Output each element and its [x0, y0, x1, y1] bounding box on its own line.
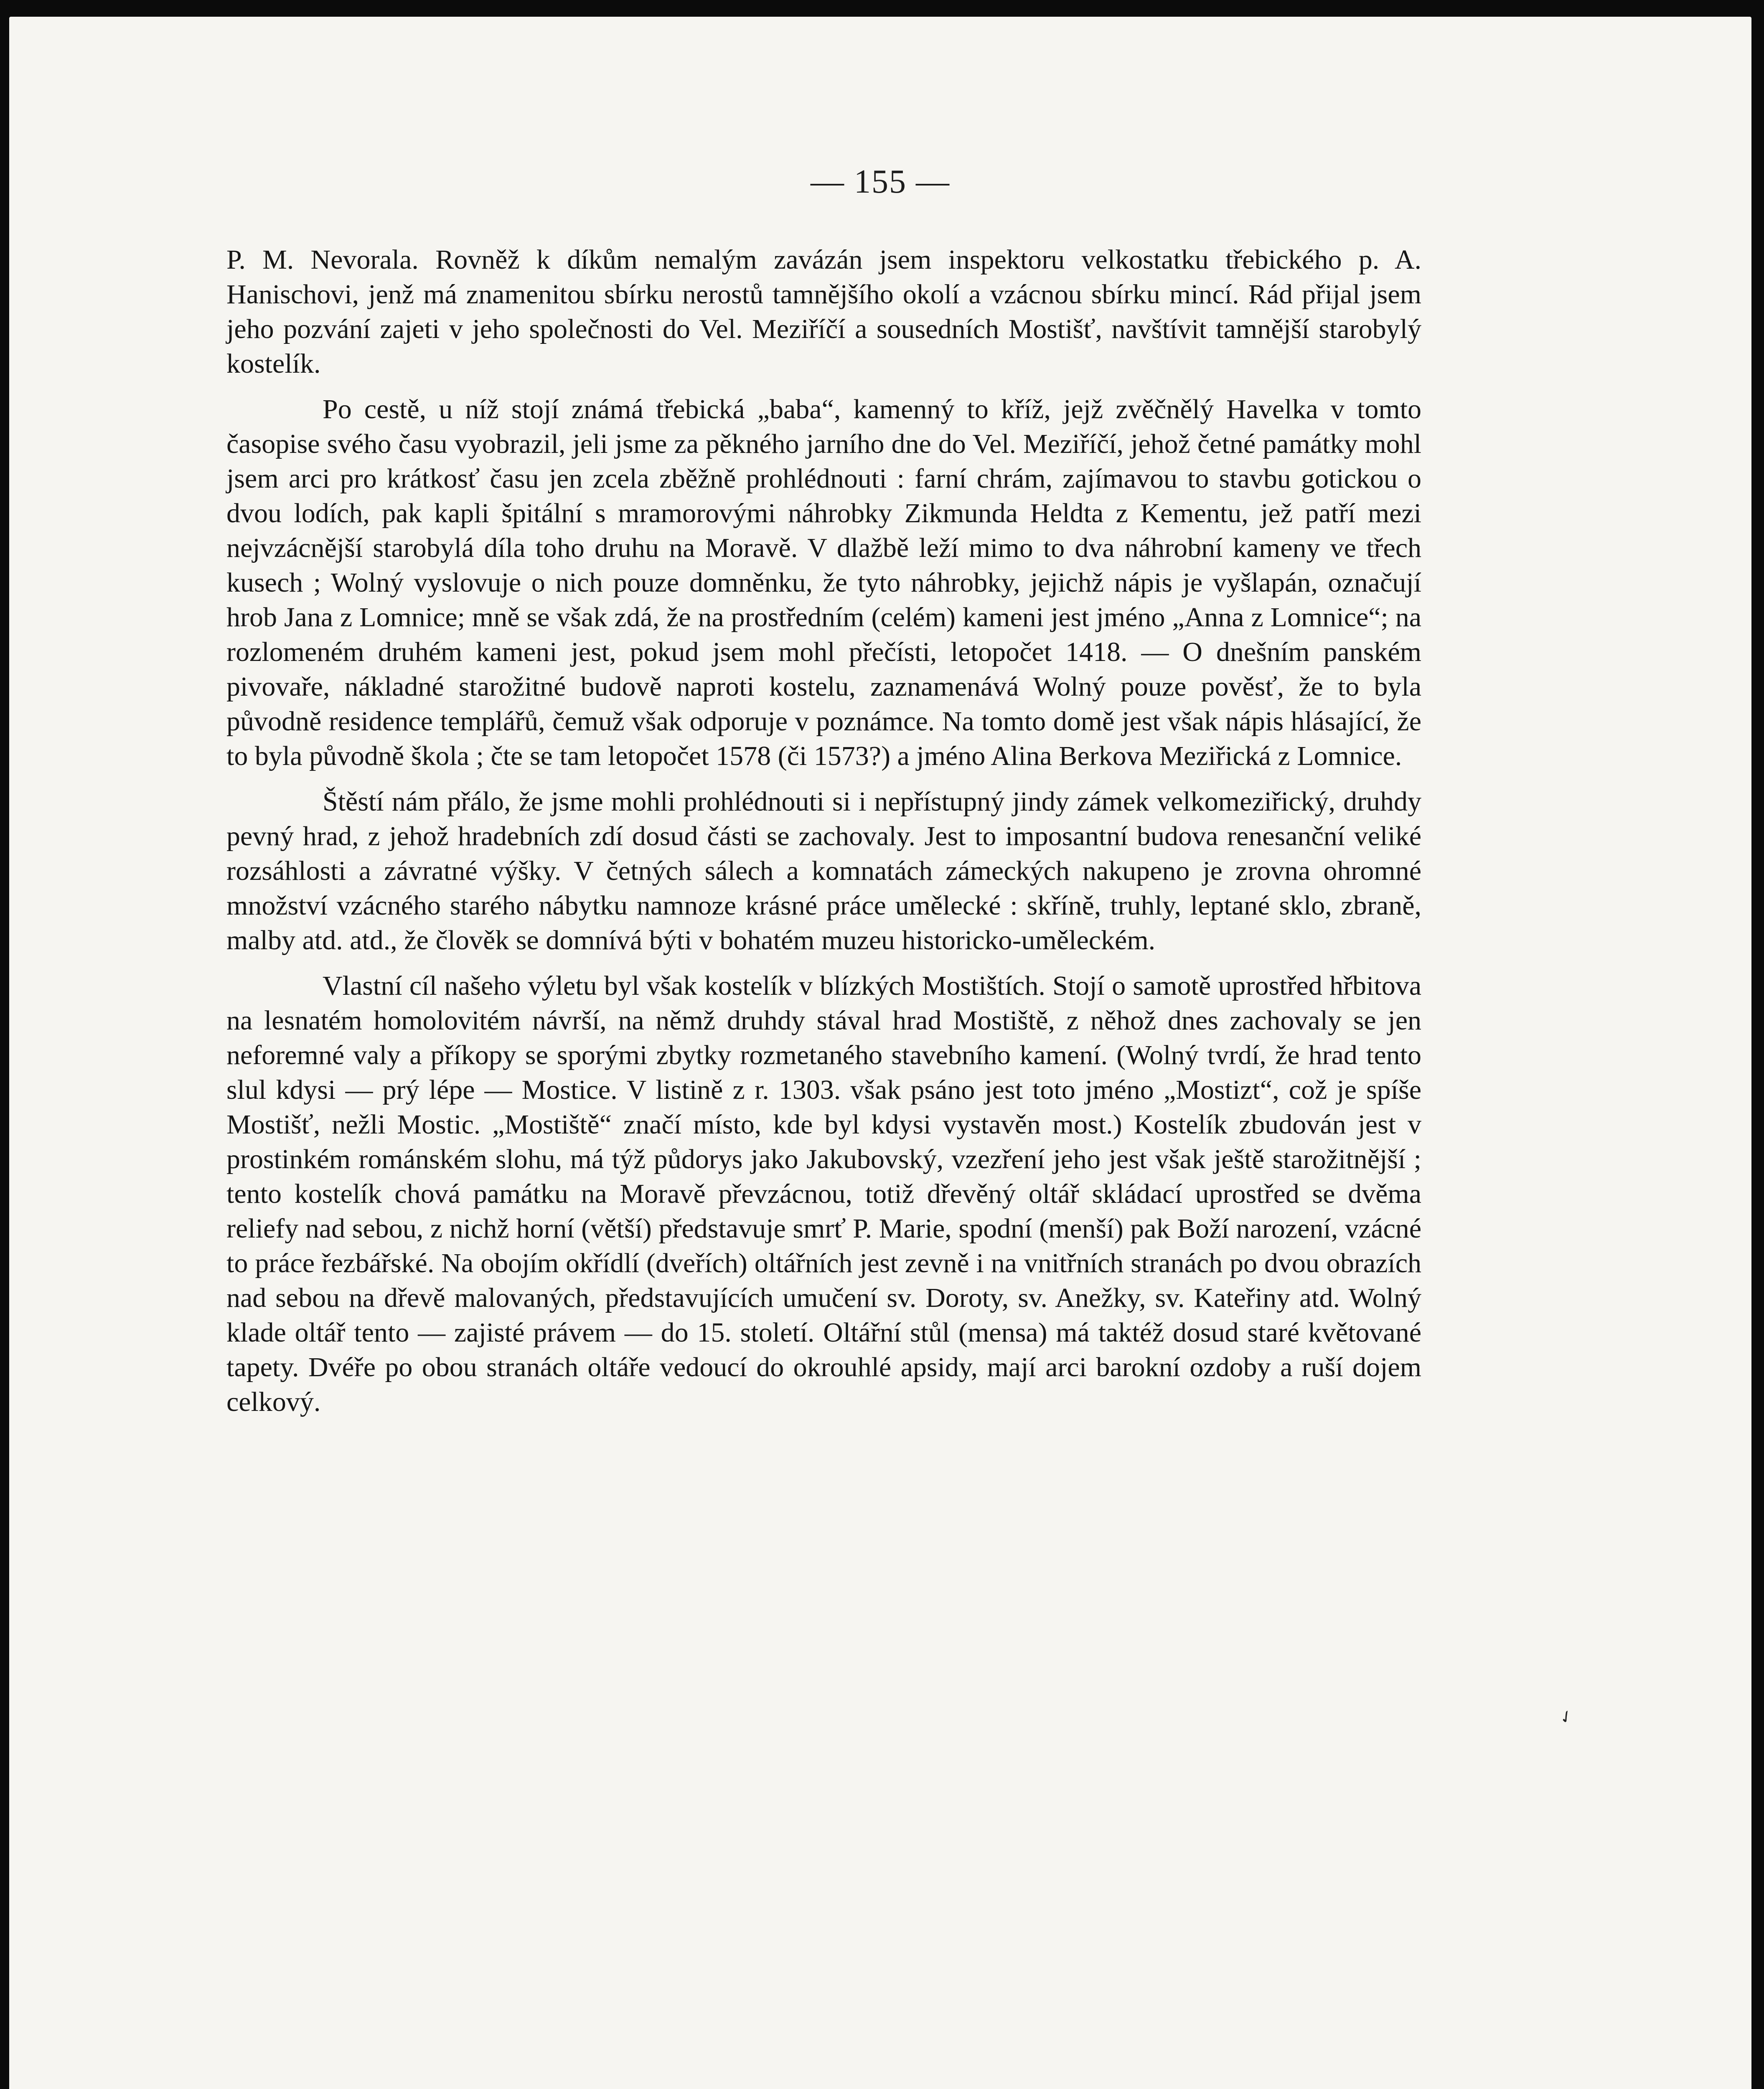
- body-text: [226, 242, 1421, 1430]
- stray-ink-mark: ✓: [1555, 1705, 1577, 1729]
- paragraph-3: Štěstí nám přálo, že jsme mohli prohlédnouti si i nepřístupný jindy zámek velkomeziřický, druhdy pevný hrad, z jehož hradebních zdí dosud části se zachovaly. Jest to imposantní budova renesanční veliké rozsáhlosti a závratné výšky. V četných sálech a komnatách zámeckých nakupeno je zrovna ohromné množství vzácného starého nábytku namnoze krásné práce umělecké : skříně, truhly, leptané sklo, zbraně, malby atd. atd., že člověk se domnívá býti v bohatém muzeu historicko-uměleckém.: [226, 786, 1421, 956]
- book-page: [9, 17, 1751, 2089]
- page-number: — 155 —: [811, 163, 950, 200]
- paragraph-2: Po cestě, u níž stojí známá třebická „baba“, kamenný to kříž, jejž zvěčnělý Havelka v tomto časopise svého času vyobrazil, jeli jsme za pěkného jarního dne do Vel. Meziříčí, jehož četné památky mohl jsem arci pro krátkosť času jen zcela zběžně prohlédnouti : farní chrám, zajímavou to stavbu gotickou o dvou lodích, pak kapli špitální s mramorovými náhrobky Zikmunda Heldta z Kementu, jež patří mezi nejvzácnější starobylá díla toho druhu na Moravě. V dlažbě leží mimo to dva náhrobní kameny ve třech kusech ; Wolný vyslovuje o nich pouze domněnku, že tyto náhrobky, jejichž nápis je vyšlapán, označují hrob Jana z Lomnice; mně se však zdá, že na prostředním (celém) kameni jest jméno „Anna z Lomnice“; na rozlomeném druhém kameni jest, pokud jsem mohl přečísti, letopočet 1418. — O dnešním panském pivovaře, nákladné starožitné budově naproti kostelu, zaznamenává Wolný pouze pověsť, že to byla původně residence templářů, čemuž však odporuje v poznámce. Na tomto domě jest však nápis hlásající, že to byla původně škola ; čte se tam letopočet 1578 (či 1573?) a jméno Alina Berkova Meziřická z Lomnice.: [226, 394, 1421, 771]
- paragraph-1: P. M. Nevorala. Rovněž k díkům nemalým zavázán jsem inspektoru velkostatku třebického p. A. Hanischovi, jenž má znamenitou sbírku nerostů tamnějšího okolí a vzácnou sbírku mincí. Rád přijal jsem jeho pozvání zajeti v jeho společnosti do Vel. Meziříčí a sousedních Mostišť, navštívit tamnější starobylý kostelík.: [226, 244, 1421, 379]
- paragraph-4: Vlastní cíl našeho výletu byl však kostelík v blízkých Mostištích. Stojí o samotě uprostřed hřbitova na lesnatém homolovitém návrší, na němž druhdy stával hrad Mostiště, z něhož dnes zachovaly se jen neforemné valy a příkopy se sporými zbytky rozmetaného stavebního kamení. (Wolný tvrdí, že hrad tento slul kdysi — prý lépe — Mostice. V listině z r. 1303. však psáno jest toto jméno „Mostizt“, což je spíše Mostišť, nežli Mostic. „Mostiště“ značí místo, kde byl kdysi vystavěn most.) Kostelík zbudován jest v prostinkém románském slohu, má týž půdorys jako Jakubovský, vzezření jeho jest však ještě starožitnější ; tento kostelík chová památku na Moravě převzácnou, totiž dřevěný oltář skládací uprostřed se dvěma reliefy nad sebou, z nichž horní (větší) představuje smrť P. Marie, spodní (menší) pak Boží narození, vzácné to práce řezbářské. Na obojím okřídlí (dveřích) oltářních jest zevně i na vnitřních stranách po dvou obrazích nad sebou na dřevě malovaných, představujících umučení sv. Doroty, sv. Anežky, sv. Kateřiny atd. Wolný klade oltář tento — zajisté právem — do 15. století. Oltářní stůl (mensa) má taktéž dosud staré květované tapety. Dvéře po obou stranách oltáře vedoucí do okrouhlé apsidy, mají arci barokní ozdoby a ruší dojem celkový.: [226, 971, 1421, 1417]
